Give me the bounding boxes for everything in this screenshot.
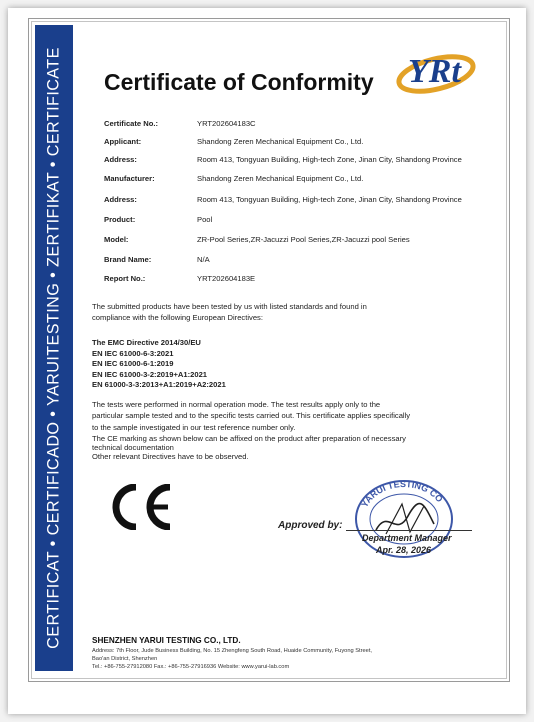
field-value: N/A [197, 255, 210, 264]
issuer-company-name: SHENZHEN YARUI TESTING CO., LTD. [92, 636, 241, 645]
yrt-logo-icon [392, 42, 488, 98]
signature-line [346, 530, 472, 531]
side-band [35, 25, 73, 671]
issuer-contact-line: Tel.: +86-755-27912080 Fax.: +86-755-27916936 Website: www.yarui-lab.com [92, 664, 290, 670]
signature-date: Apr. 28, 2026 [376, 545, 432, 555]
signature-title: Department Manager [362, 533, 452, 543]
directive-block [92, 338, 226, 391]
notes-text [92, 399, 410, 463]
certificate-title: Certificate of Conformity [104, 69, 374, 95]
field-value: YRT202604183E [197, 274, 256, 283]
field-label: Report No.: [104, 274, 146, 283]
field-label: Certificate No.: [104, 119, 159, 128]
field-value: ZR-Pool Series,ZR-Jacuzzi Pool Series,ZR-Jacuzzi pool Series [197, 235, 410, 244]
note-line: technical documentation [92, 443, 174, 453]
logo-text: YRt [408, 53, 461, 90]
issuer-address-line: Address: 7th Floor, Jude Business Building, No. 15 Zhengfeng South Road, Huaide Community, Fuyong Street, [92, 648, 373, 654]
intro-line: compliance with the following European Directives: [92, 313, 263, 322]
field-value: Room 413, Tongyuan Building, High-tech Zone, Jinan City, Shandong Province [197, 195, 462, 204]
note-line: particular sample tested and to the specific tests carried out. This certificate applies specifically [92, 411, 411, 421]
field-value: Room 413, Tongyuan Building, High-tech Zone, Jinan City, Shandong Province [197, 155, 462, 164]
issuer-address-line: Bao'an District, Shenzhen [92, 656, 158, 662]
field-label: Brand Name: [104, 255, 152, 264]
approved-by-label: Approved by: [278, 520, 343, 531]
note-line: to the sample investigated in our test reference number only. [92, 422, 296, 432]
standard-item: EN IEC 61000-6-3:2021 [92, 348, 174, 358]
standard-item: EN IEC 61000-6-1:2019 [92, 359, 174, 368]
field-value: YRT202604183C [197, 119, 256, 128]
ce-mark-icon [106, 484, 176, 530]
intro-line: The submitted products have been tested by us with listed standards and found in [92, 302, 367, 311]
field-value: Shandong Zeren Mechanical Equipment Co., Ltd. [197, 174, 364, 183]
standard-item: EN 61000-3-3:2013+A1:2019+A2:2021 [92, 380, 226, 389]
field-value: Shandong Zeren Mechanical Equipment Co., Ltd. [197, 137, 364, 146]
field-label: Applicant: [104, 137, 142, 146]
note-line: The CE marking as shown below can be affixed on the product after preparation of necessary [92, 433, 406, 443]
intro-text [92, 301, 367, 323]
standard-item: EN IEC 61000-3-2:2019+A1:2021 [92, 369, 208, 379]
note-line: Other relevant Directives have to be observed. [92, 452, 249, 462]
field-label: Address: [104, 155, 137, 164]
directive-title: The EMC Directive 2014/30/EU [92, 338, 201, 347]
note-line: The tests were performed in normal operation mode. The test results apply only to the [92, 400, 381, 409]
side-band-text: CERTIFICAT • CERTIFICADO • YARUITESTING • ZERTIFIKAT • CERTIFICATE [44, 47, 63, 649]
field-label: Address: [104, 195, 137, 204]
field-value: Pool [197, 215, 213, 224]
field-label: Model: [104, 235, 129, 244]
field-label: Manufacturer: [104, 174, 155, 183]
field-label: Product: [104, 215, 136, 224]
stamp-text: YARUI TESTING CO [359, 478, 445, 509]
